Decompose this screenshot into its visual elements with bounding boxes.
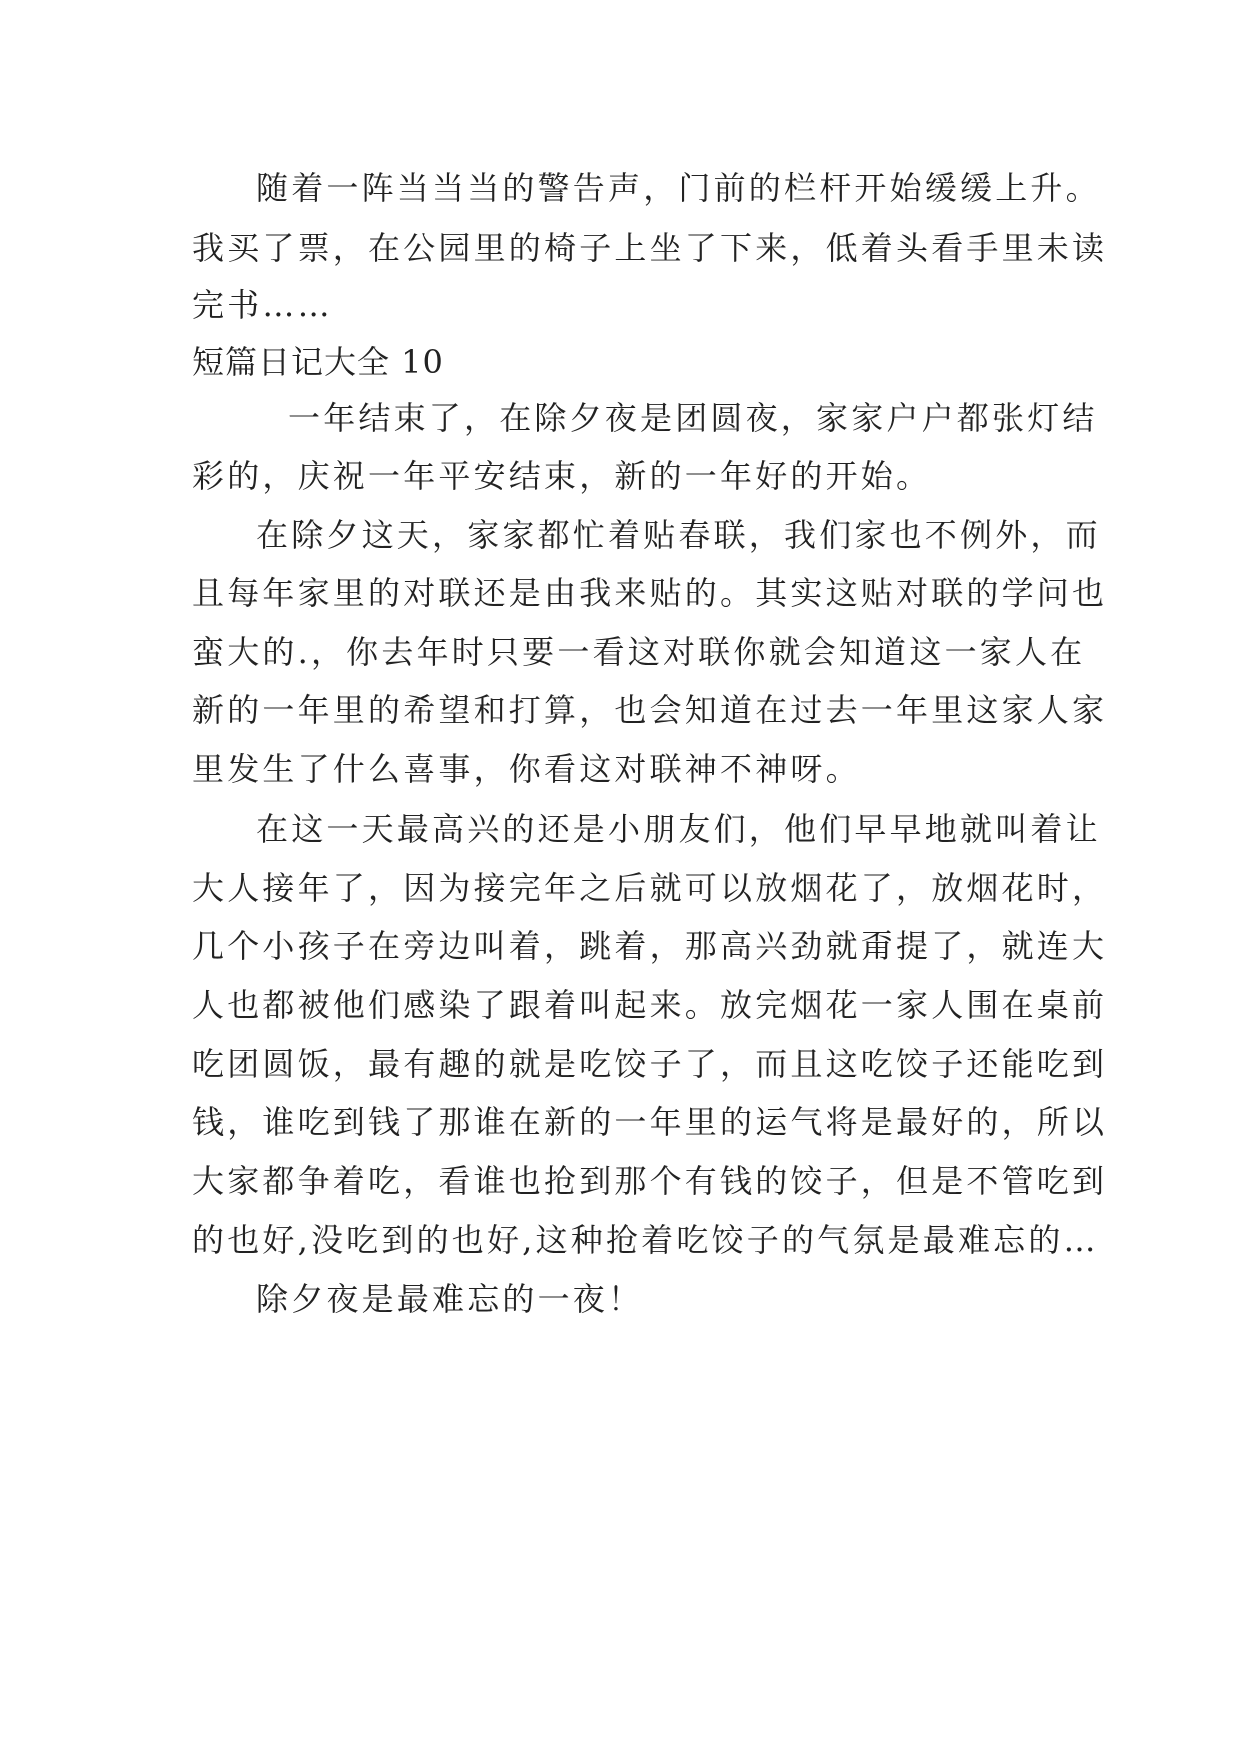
- text-line: 的也好,没吃到的也好,这种抢着吃饺子的气氛是最难忘的…: [192, 1221, 1099, 1259]
- text-line: 钱，谁吃到钱了那谁在新的一年里的运气将是最好的，所以: [192, 1103, 1108, 1141]
- text-line: 里发生了什么喜事，你看这对联神不神呀。: [192, 750, 861, 788]
- text-line: 在除夕这天，家家都忙着贴春联，我们家也不例外，而: [256, 516, 1101, 554]
- text-line: 除夕夜是最难忘的一夜！: [256, 1280, 644, 1318]
- text-line: 随着一阵当当当的警告声，门前的栏杆开始缓缓上升。: [256, 169, 1101, 207]
- text-line: 大家都争着吃，看谁也抢到那个有钱的饺子，但是不管吃到: [192, 1162, 1108, 1200]
- text-line: 蛮大的.，你去年时只要一看这对联你就会知道这一家人在: [192, 633, 1086, 671]
- text-line: 在这一天最高兴的还是小朋友们，他们早早地就叫着让: [256, 810, 1101, 848]
- text-line: 吃团圆饭，最有趣的就是吃饺子了，而且这吃饺子还能吃到: [192, 1045, 1108, 1083]
- text-line: 新的一年里的希望和打算，也会知道在过去一年里这家人家: [192, 691, 1108, 729]
- text-line: 大人接年了，因为接完年之后就可以放烟花了，放烟花时，: [192, 869, 1108, 907]
- section-title: 短篇日记大全 10: [192, 343, 444, 381]
- text-line: 且每年家里的对联还是由我来贴的。其实这贴对联的学问也: [192, 574, 1108, 612]
- text-line: 完书……: [192, 286, 333, 324]
- text-line: 我买了票，在公园里的椅子上坐了下来，低着头看手里未读: [192, 229, 1108, 267]
- text-line: 人也都被他们感染了跟着叫起来。放完烟花一家人围在桌前: [192, 986, 1108, 1024]
- text-line: 一年结束了，在除夕夜是团圆夜，家家户户都张灯结: [288, 399, 1098, 437]
- text-line: 彩的，庆祝一年平安结束，新的一年好的开始。: [192, 457, 932, 495]
- text-line: 几个小孩子在旁边叫着，跳着，那高兴劲就甭提了，就连大: [192, 927, 1108, 965]
